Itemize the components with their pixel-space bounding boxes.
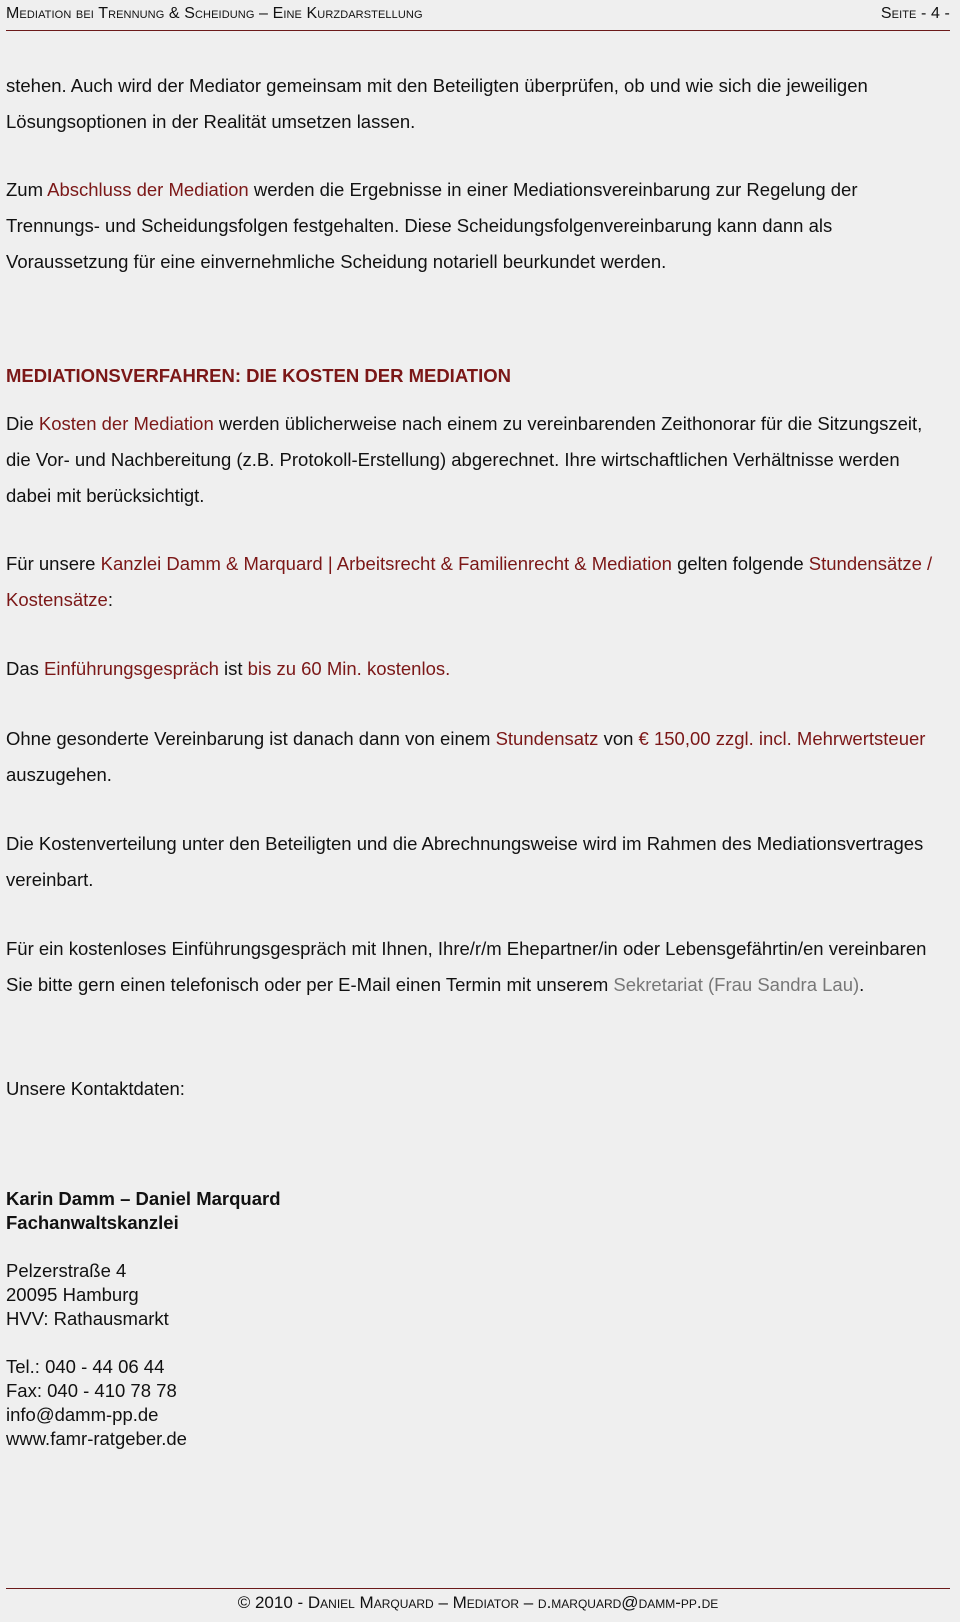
paragraph-text: stehen. Auch wird der Mediator gemeinsam mit den Beteiligten überprüfen, ob und wie sich die jeweiligen Lösungsoptionen in der Realität umsetzen lassen.: [6, 75, 868, 132]
slash-separator: /: [921, 553, 933, 574]
header-page-number: Seite - 4 -: [880, 5, 950, 22]
paragraph-text: .: [859, 974, 865, 995]
link-stundensaetze[interactable]: Stundensätze: [808, 553, 922, 574]
section-heading-block: [6, 365, 948, 387]
paragraph-text: werden üblicherweise nach einem zu vereinbarenden Zeithonorar für die Sitzungszeit, die Vor- und Nachbereitung (z.B. Protokoll-Erstellung) abgerechnet. Ihre wirtschaftlichen Verhältnisse werden dabei mit berücksichtigt.: [6, 413, 923, 506]
paragraph-text: Für unsere: [6, 553, 101, 574]
link-abschluss-mediation[interactable]: Abschluss der Mediation: [47, 179, 249, 200]
page-header: [6, 0, 950, 31]
paragraph-5: [6, 651, 948, 687]
link-sekretariat[interactable]: Sekretariat (Frau Sandra Lau): [613, 974, 860, 995]
page-footer: [6, 1588, 950, 1622]
section-heading: MEDIATIONSVERFAHREN: DIE KOSTEN DER MEDIATION: [6, 365, 512, 386]
paragraph-text: von: [598, 728, 639, 749]
contact-city: 20095 Hamburg: [6, 1284, 139, 1305]
paragraph-text: Ohne gesonderte Vereinbarung ist danach dann von einem: [6, 728, 496, 749]
contact-firm: Fachanwaltskanzlei: [6, 1212, 179, 1233]
paragraph-3: [6, 406, 948, 514]
paragraph-text: Das: [6, 658, 45, 679]
link-kosten-mediation[interactable]: Kosten der Mediation: [38, 413, 214, 434]
paragraph-text: ist: [218, 658, 248, 679]
contact-block: [6, 1187, 948, 1451]
paragraph-text: Für ein kostenloses Einführungsgespräch mit Ihnen, Ihre/r/m Ehepartner/in oder Lebensgefährtin/en vereinbaren Sie bitte gern einen telefonisch oder per E-Mail einen Termin mit unserem: [6, 938, 927, 995]
link-preis[interactable]: € 150,00 zzgl. incl. Mehrwertsteuer: [638, 728, 926, 749]
contact-hvv: HVV: Rathausmarkt: [6, 1308, 169, 1329]
paragraph-text: Die Kostenverteilung unter den Beteiligten und die Abrechnungsweise wird im Rahmen des Mediationsvertrages vereinbart.: [6, 833, 924, 890]
header-title: Mediation bei Trennung & Scheidung – Eine Kurzdarstellung: [6, 5, 423, 22]
contact-email[interactable]: info@damm-pp.de: [6, 1404, 159, 1425]
contact-fax: Fax: 040 - 410 78 78: [6, 1380, 177, 1401]
contact-phone: Tel.: 040 - 44 06 44: [6, 1356, 165, 1377]
paragraph-text: :: [107, 589, 113, 610]
paragraph-text: auszugehen.: [6, 764, 112, 785]
paragraph-text: Unsere Kontaktdaten:: [6, 1078, 185, 1099]
footer-text: © 2010 - Daniel Marquard – Mediator – d.marquard@damm-pp.de: [237, 1593, 719, 1612]
paragraph-text: werden die Ergebnisse in einer Mediationsvereinbarung zur Regelung der Trennungs- und Scheidungsfolgen festgehalten. Diese Scheidungsfolgenvereinbarung kann dann als Voraussetzung für eine einvernehmliche Scheidung notariell beurkundet werden.: [6, 179, 858, 272]
paragraph-1: [6, 68, 948, 140]
period: .: [445, 658, 451, 679]
paragraph-7: [6, 826, 948, 898]
link-kostensaetze[interactable]: Kostensätze: [6, 589, 108, 610]
paragraph-8: [6, 931, 948, 1003]
contact-street: Pelzerstraße 4: [6, 1260, 127, 1281]
paragraph-text: Die: [6, 413, 39, 434]
paragraph-text: Zum: [6, 179, 48, 200]
paragraph-2: [6, 172, 948, 280]
link-stundensatz[interactable]: Stundensatz: [495, 728, 599, 749]
contact-names: Karin Damm – Daniel Marquard: [6, 1188, 281, 1209]
link-kanzlei[interactable]: Kanzlei Damm & Marquard | Arbeitsrecht & Familienrecht & Mediation: [100, 553, 672, 574]
paragraph-4: [6, 546, 948, 618]
link-kostenlos[interactable]: bis zu 60 Min. kostenlos: [247, 658, 446, 679]
link-einfuehrungsgespraech[interactable]: Einführungsgespräch: [44, 658, 219, 679]
paragraph-9: [6, 1071, 948, 1107]
paragraph-6: [6, 721, 948, 793]
contact-website[interactable]: www.famr-ratgeber.de: [6, 1428, 187, 1449]
paragraph-text: gelten folgende: [671, 553, 809, 574]
